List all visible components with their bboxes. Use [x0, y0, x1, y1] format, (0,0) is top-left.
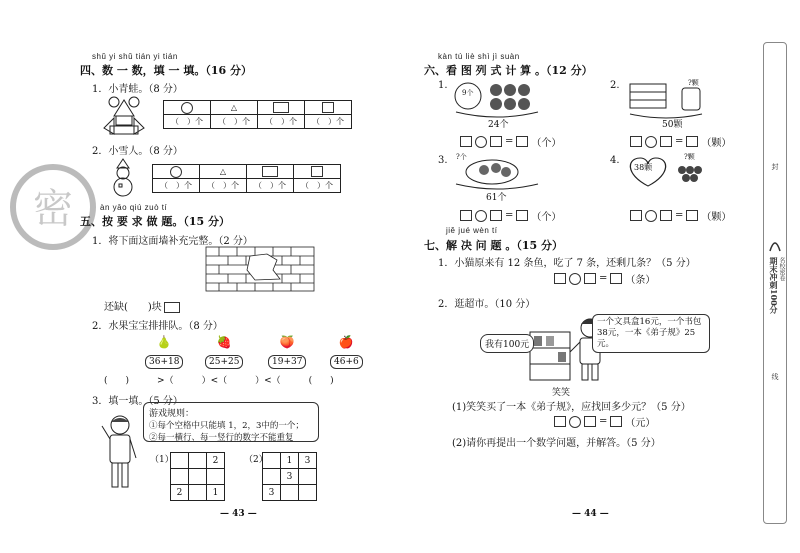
grid-cell[interactable]: 1	[207, 485, 225, 501]
answer-box[interactable]	[686, 136, 698, 147]
grid-cell[interactable]: 1	[281, 453, 299, 469]
answer-box[interactable]	[686, 210, 698, 221]
order-sign: ）<（	[255, 376, 281, 386]
square-icon	[294, 165, 341, 179]
answer-box[interactable]	[516, 210, 528, 221]
circle-icon	[153, 165, 200, 179]
grid-cell[interactable]: 2	[171, 485, 189, 501]
apple-icon: 🍎	[338, 335, 354, 349]
frog-count-cell[interactable]: （ ）个	[305, 115, 352, 129]
rectangle-icon	[258, 101, 305, 115]
fruit-expression: 36+18	[145, 355, 183, 369]
q7-2-equation: = （元）	[554, 414, 655, 429]
snowman-count-table	[152, 164, 341, 193]
seal-stamp-watermark	[8, 162, 98, 252]
q7-1-equation: = （条）	[554, 271, 655, 286]
q7-2-label: 2．逛超市。（10 分）	[438, 299, 536, 310]
snowman-count-cell[interactable]: （ ）个	[200, 179, 247, 193]
p2-tag: ?颗	[688, 79, 699, 87]
price-bubble: 一个文具盒16元，一个书包38元，一本《弟子规》25元。	[592, 314, 710, 353]
p4-unit: （颗）	[701, 212, 732, 223]
snowman-count-cell[interactable]: （ ）个	[153, 179, 200, 193]
answer-box[interactable]	[554, 416, 566, 427]
heart-box-candies-figure	[624, 154, 714, 194]
grid-cell[interactable]: 3	[281, 469, 299, 485]
q5-1-label: 1．将下面这面墙补充完整。（2 分）	[92, 236, 253, 247]
sudoku-grid-2	[262, 452, 317, 501]
frog-count-cell[interactable]: （ ）个	[258, 115, 305, 129]
rectangle-icon	[247, 165, 294, 179]
fruit-expression: 19+37	[268, 355, 306, 369]
grid-2-label: （2）	[244, 455, 268, 465]
square-icon	[305, 101, 352, 115]
p2-equation: = （颗）	[630, 134, 731, 149]
p1-total: 24个	[488, 120, 509, 130]
order-sign: ）<（	[201, 376, 228, 386]
sidebar-binding-strip	[763, 42, 787, 524]
peach-icon: 🍑	[279, 335, 295, 349]
fruit-apple	[330, 335, 363, 369]
pear-icon: 🍐	[156, 335, 172, 349]
rule-1: ①每个空格中只能填 1，2，3中的一个；	[149, 421, 304, 431]
grid-cell[interactable]	[281, 485, 299, 501]
fruit-expression: 25+25	[205, 355, 243, 369]
game-rules-bubble	[143, 402, 319, 442]
fruit-expression: 46+6	[330, 355, 363, 369]
q4-2-label: 2．小雪人。（8 分）	[92, 146, 183, 157]
missing-bricks-text	[104, 298, 180, 313]
frog-count-table	[163, 100, 352, 129]
grid-1-label: （1）	[150, 455, 174, 465]
order-sign: >（	[157, 376, 174, 386]
p2-unit: （颗）	[701, 138, 732, 149]
operator-circle[interactable]	[645, 136, 657, 148]
answer-box[interactable]	[610, 416, 622, 427]
fruit-pear	[145, 335, 183, 369]
grid-cell[interactable]: 3	[263, 485, 281, 501]
rule-2: ②每一横行、每一竖行的数字不能重复	[149, 433, 294, 443]
snowman-count-cell[interactable]: （ ）个	[294, 179, 341, 193]
answer-box[interactable]	[660, 136, 672, 147]
snowman-count-cell[interactable]: （ ）个	[247, 179, 294, 193]
cut-mark-1: 封	[771, 163, 779, 170]
brick-wall-figure	[205, 246, 315, 292]
q5-3-label: 3．填一填。（5 分）	[92, 396, 183, 407]
sudoku-grid-1	[170, 452, 225, 501]
answer-box[interactable]	[610, 273, 622, 284]
q7-1-unit: （条）	[625, 275, 656, 286]
order-blank[interactable]: ( )	[104, 376, 130, 386]
grid-cell[interactable]	[299, 469, 317, 485]
p4-equation: = （颗）	[630, 208, 731, 223]
grid-cell[interactable]	[189, 485, 207, 501]
q7-2-sub1: (1)笑笑买了一本《弟子规》，应找回多少元？（5 分）	[452, 402, 691, 413]
s6-pinyin: kàn tú liè shì jì suàn	[438, 52, 520, 61]
p2-num: 2.	[610, 80, 620, 91]
s4-pinyin: shǔ yi shǔ tián yi tián	[92, 52, 178, 61]
p4-tag: 38颗	[634, 163, 653, 172]
p3-equation: = （个）	[460, 208, 561, 223]
q4-1-label: 1．小青蛙。（8 分）	[92, 84, 183, 95]
brand-logo-icon	[768, 231, 782, 255]
circle-icon	[164, 101, 211, 115]
order-blank[interactable]: ( )	[308, 376, 334, 386]
answer-box[interactable]	[490, 136, 502, 147]
grid-cell[interactable]	[171, 453, 189, 469]
answer-box[interactable]	[584, 416, 596, 427]
grid-cell[interactable]	[189, 469, 207, 485]
operator-circle[interactable]	[569, 416, 581, 428]
p1-tag: 9个	[462, 89, 474, 97]
grid-cell[interactable]: 2	[207, 453, 225, 469]
frog-shape-figure	[100, 94, 148, 138]
answer-box[interactable]	[584, 273, 596, 284]
brick-icon	[164, 302, 180, 313]
snowman-figure	[108, 158, 138, 198]
frog-count-cell[interactable]: （ ）个	[211, 115, 258, 129]
grid-cell[interactable]	[263, 453, 281, 469]
p3-unit: （个）	[531, 212, 562, 223]
grid-cell[interactable]	[189, 453, 207, 469]
answer-box[interactable]	[460, 210, 472, 221]
stamp-char: 密	[33, 186, 73, 232]
operator-circle[interactable]	[475, 136, 487, 148]
p3-total: 61个	[486, 193, 507, 203]
q7-2-unit: （元）	[625, 418, 656, 429]
boy-figure	[100, 414, 140, 494]
section-6-title: 六、看 图 列 式 计 算 。（12 分）	[424, 64, 593, 77]
triangle-icon: △	[200, 165, 247, 179]
grid-cell[interactable]	[171, 469, 189, 485]
fruit-order-row	[104, 373, 334, 386]
operator-circle[interactable]	[645, 210, 657, 222]
brand-subtitle: 名校密卷	[778, 257, 785, 281]
q7-2-sub2: (2)请你再提出一个数学问题，并解答。（5 分）	[452, 438, 661, 449]
triangle-icon: △	[211, 101, 258, 115]
answer-box[interactable]	[516, 136, 528, 147]
cut-mark-2: 线	[771, 373, 779, 380]
grid-cell[interactable]	[207, 469, 225, 485]
rules-title: 游戏规则：	[149, 409, 195, 419]
section-5-title: 五、按 要 求 做 题。（15 分）	[80, 215, 230, 228]
missing-bricks-label: 还缺( )块	[104, 302, 162, 313]
answer-box[interactable]	[460, 136, 472, 147]
section-4-title: 四、数 一 数，填 一 填。（16 分）	[80, 64, 252, 77]
p2-total: 50颗	[662, 120, 683, 130]
brand-title: 期末冲刺100分	[769, 257, 779, 314]
answer-box[interactable]	[630, 210, 642, 221]
answer-box[interactable]	[660, 210, 672, 221]
fruit-peach	[268, 335, 306, 369]
section-7-title: 七、解 决 问 题 。（15 分）	[424, 239, 563, 252]
operator-circle[interactable]	[569, 273, 581, 285]
page-number-left: — 43 —	[220, 509, 257, 519]
q7-1-label: 1．小猫原来有 12 条鱼，吃了 7 条，还剩几条？（5 分）	[438, 258, 696, 269]
apples-basket-figure	[452, 78, 542, 122]
grid-cell[interactable]	[299, 485, 317, 501]
money-bubble: 我有100元	[480, 334, 534, 353]
p4-num: 4.	[610, 155, 620, 166]
p1-unit: （个）	[531, 138, 562, 149]
grid-cell[interactable]	[263, 469, 281, 485]
fruit-strawberry	[205, 335, 243, 369]
q5-2-label: 2．水果宝宝排排队。（8 分）	[92, 321, 223, 332]
p1-equation: = （个）	[460, 134, 561, 149]
s5-pinyin: àn yāo qiú zuò tí	[100, 203, 168, 212]
s7-pinyin: jiě jué wèn tí	[446, 226, 498, 235]
p1-num: 1.	[438, 80, 448, 91]
page-number-right: — 44 —	[572, 509, 609, 519]
strawberry-icon: 🍓	[216, 335, 232, 349]
p3-num: 3.	[438, 155, 448, 166]
character-name: 笑笑	[552, 388, 571, 398]
answer-box[interactable]	[554, 273, 566, 284]
answer-box[interactable]	[630, 136, 642, 147]
answer-box[interactable]	[490, 210, 502, 221]
p3-tag: ?个	[456, 153, 467, 161]
p4-tag2: ?颗	[684, 153, 695, 161]
grid-cell[interactable]: 3	[299, 453, 317, 469]
frog-count-cell[interactable]: （ ）个	[164, 115, 211, 129]
operator-circle[interactable]	[475, 210, 487, 222]
